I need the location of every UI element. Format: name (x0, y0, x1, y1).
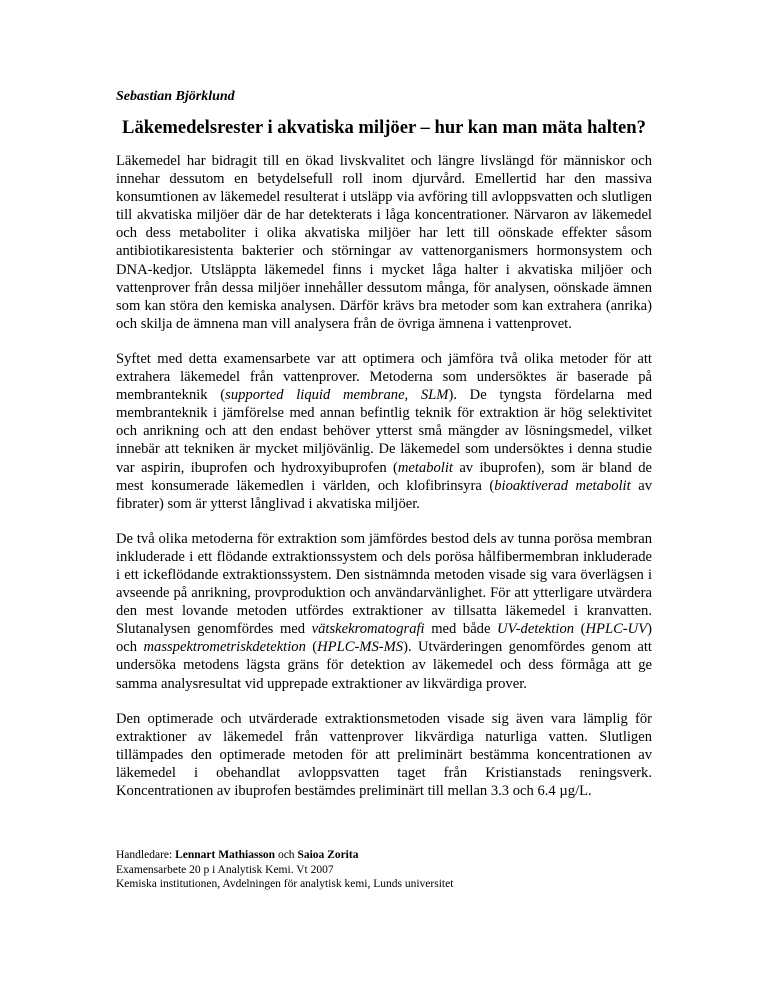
italic-term: vätskekromatografi (311, 621, 425, 638)
italic-term: HPLC-UV (585, 621, 648, 638)
text-run: ) och (116, 621, 652, 656)
text-run: av fibrater) som är ytterst långlivad i akvatiska miljöer. (116, 477, 652, 512)
text-run: ). Utvärderingen genomfördes genom att undersöka metodens lägsta gräns för detektion av läkemedel och dess förmåga att ge samma analysresultat vid upprepade extraktioner av likvärdiga prover. (116, 639, 652, 692)
text-run: Syftet med detta examensarbete var att optimera och jämföra två olika metoder för att extrahera läkemedel från vattenprover. Metoderna som undersöktes är baserade på membranteknik ( (116, 350, 652, 404)
italic-term: metabolit (397, 459, 453, 476)
text-run: ). De tyngsta fördelarna med membranteknik i jämförelse med annan befintlig teknik för extraktion är hög selektivitet och anrikning och att den endast behöver ytterst små mängder av lösningsmedel, vilket innebär att tekniken är mycket miljövänlig. De läkemedel som undersöktes i denna studie var aspirin, ibuprofen och hydroxyibuprofen ( (116, 387, 652, 476)
italic-term: HPLC-MS-MS (317, 639, 404, 656)
supervisor-name: Lennart Mathiasson (175, 849, 276, 861)
abstract-body (116, 152, 652, 817)
italic-term: bioaktiverad metabolit (494, 477, 631, 494)
paragraph-4: Den optimerade och utvärderade extraktionsmetoden visade sig även vara lämplig för extraktioner av läkemedel från vattenprover likvärdiga naturliga vatten. Slutligen tillämpades den optimerade metoden för att preliminärt bestämma koncentrationen av läkemedel i obehandlat avloppsvatten taget från Kristianstads reningsverk. Koncentrationen av ibuprofen bestämdes preliminärt till mellan 3.3 och 6.4 µg/L. (116, 710, 652, 799)
thesis-info: Examensarbete 20 p i Analytisk Kemi. Vt 2007 (116, 863, 334, 876)
supervisor-conjunction: och (275, 849, 298, 861)
footer (116, 848, 676, 892)
italic-term: UV-detektion (497, 621, 575, 638)
italic-term: supported liquid membrane, SLM (225, 387, 449, 404)
author-name: Sebastian Björklund (116, 89, 235, 104)
document-title: Läkemedelsrester i akvatiska miljöer – hur kan man mäta halten? (122, 117, 646, 138)
supervisor-name: Saioa Zorita (297, 849, 359, 861)
text-run: ( (305, 639, 318, 656)
supervisor-line (116, 848, 676, 863)
paragraph-3 (116, 530, 652, 693)
text-run: med både (424, 621, 498, 638)
paragraph-2 (116, 350, 652, 513)
institution-info: Kemiska institutionen, Avdelningen för analytisk kemi, Lunds universitet (116, 878, 454, 890)
paragraph-1: Läkemedel har bidragit till en ökad livskvalitet och längre livslängd för människor och innehar dessutom en betydelsefull roll inom djurvård. Emellertid har den massiva konsumtionen av läkemedel resulterat i utsläpp via avföring till avloppsvatten och slutligen till akvatiska miljöer där de har detekterats i låga koncentrationer. Närvaron av läkemedel och dess metaboliter i olika akvatiska miljöer har lett till oönskade effekter såsom antibiotikaresistenta bakterier och störningar av vattenorganismers hormonsystem och DNA-kedjor. Utsläppta läkemedel finns i mycket låga halter i akvatiska miljöer och vattenprover från dessa miljöer innehåller dessutom många, för analysen, oönskade ämnen som kan störa den kemiska analysen. Därför krävs bra metoder som kan extrahera (anrika) och skilja de ämnena man vill analysera från de övriga ämnena i vattenprovet. (116, 153, 652, 332)
text-run: av ibuprofen), som är bland de mest konsumerade läkemedlen i världen, och klofibrinsyra ( (116, 459, 652, 494)
text-run: ( (574, 621, 586, 638)
supervisor-label: Handledare: (116, 849, 176, 861)
text-run: De två olika metoderna för extraktion som jämfördes bestod dels av tunna porösa membran inkluderade i ett flödande extraktionssystem och dels porösa hålfibermembran inkluderade i ett ickeflödande extraktionssystem. Den sistnämnda metoden visade sig vara överlägsen i avseende på anrikning, provproduktion och användarvänlighet. För att ytterligare utvärdera den mest lovande metoden utfördes extraktioner av tillsatta läkemedel i kranvatten. Slutanalysen genomfördes med (116, 530, 652, 638)
italic-term: masspektrometriskdetektion (143, 639, 306, 656)
